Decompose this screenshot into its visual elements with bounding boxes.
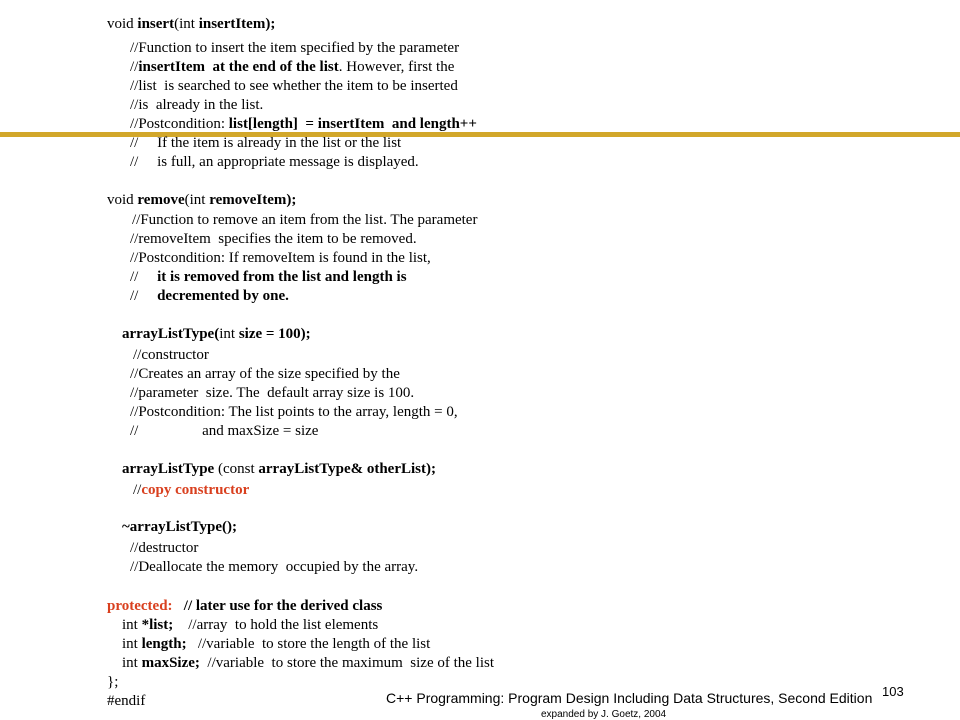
copy-ctor-signature: arrayListType (const arrayListType& otherList); bbox=[122, 461, 436, 477]
insert-postcondition: //Postcondition: list[length] = insertItem and length++ bbox=[130, 116, 477, 132]
member-list: int *list; //array to hold the list elements bbox=[122, 617, 379, 633]
insert-signature: void insert(int insertItem); bbox=[107, 16, 276, 32]
page-number: 103 bbox=[882, 684, 904, 699]
dtor-signature: ~arrayListType(); bbox=[122, 519, 237, 535]
insert-comment-1: //Function to insert the item specified by the parameter bbox=[130, 40, 460, 56]
ctor-comment-1: //constructor bbox=[133, 347, 209, 363]
ctor-comment-4: //Postcondition: The list points to the array, length = 0, bbox=[130, 404, 458, 420]
insert-comment-2: //insertItem at the end of the list. However, first the bbox=[130, 59, 455, 75]
dtor-comment-2: //Deallocate the memory occupied by the array. bbox=[130, 559, 419, 575]
remove-comment-3: //Postcondition: If removeItem is found in the list, bbox=[130, 250, 431, 266]
insert-comment-6: // If the item is already in the list or the list bbox=[130, 135, 402, 151]
remove-signature: void remove(int removeItem); bbox=[107, 192, 297, 208]
insert-comment-4: //is already in the list. bbox=[130, 97, 264, 113]
member-maxsize: int maxSize; //variable to store the maximum size of the list bbox=[122, 655, 495, 671]
footer-subtitle: expanded by J. Goetz, 2004 bbox=[541, 709, 667, 720]
remove-comment-4: // it is removed from the list and length is bbox=[130, 269, 407, 285]
remove-comment-5: // decremented by one. bbox=[130, 288, 289, 304]
remove-comment-1: //Function to remove an item from the list. The parameter bbox=[132, 212, 478, 228]
endif-directive: #endif bbox=[107, 693, 146, 709]
ctor-comment-5: // and maxSize = size bbox=[130, 423, 319, 439]
copy-ctor-comment: //copy constructor bbox=[133, 482, 250, 498]
footer-title: C++ Programming: Program Design Including Data Structures, Second Edition bbox=[386, 690, 873, 706]
ctor-signature: arrayListType(int size = 100); bbox=[122, 326, 311, 342]
remove-comment-2: //removeItem specifies the item to be removed. bbox=[130, 231, 417, 247]
member-length: int length; //variable to store the length of the list bbox=[122, 636, 431, 652]
class-close: }; bbox=[107, 674, 119, 690]
ctor-comment-2: //Creates an array of the size specified by the bbox=[130, 366, 400, 382]
dtor-comment-1: //destructor bbox=[130, 540, 199, 556]
insert-comment-7: // is full, an appropriate message is displayed. bbox=[130, 154, 419, 170]
ctor-comment-3: //parameter size. The default array size is 100. bbox=[130, 385, 415, 401]
insert-comment-3: //list is searched to see whether the item to be inserted bbox=[130, 78, 458, 94]
protected-label: protected: // later use for the derived class bbox=[107, 598, 383, 614]
